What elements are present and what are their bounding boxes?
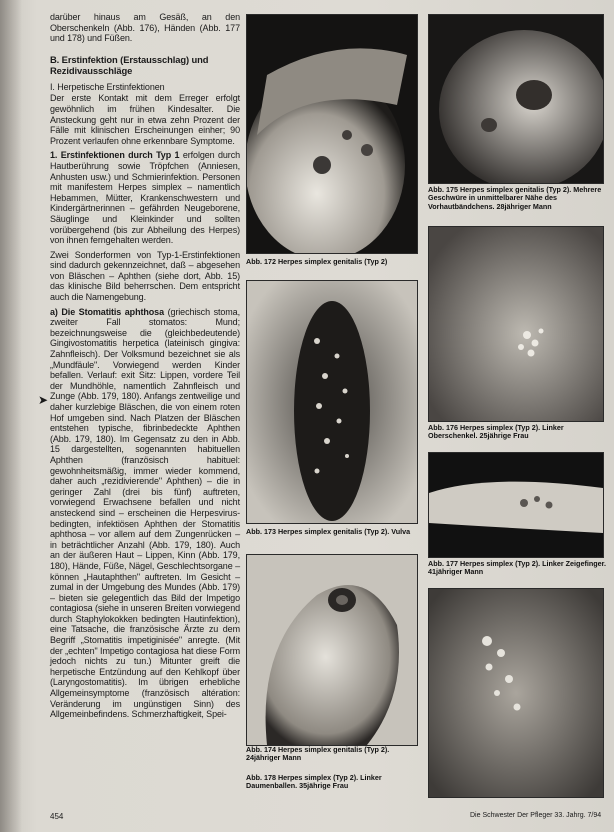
figure-178-photo [428,588,604,798]
figure-177-caption: Abb. 177 Herpes simplex (Typ 2). Linker Zeigefinger. 41jähriger Mann [428,559,607,577]
figure-178-caption: Abb. 178 Herpes simplex (Typ 2). Linker Daumenballen. 35jährige Frau [246,773,382,791]
paragraph-4-body: (griechisch stoma, zweiter Fall stomatos: Mund; bezeichnungsweise die (gleichbedeutende) Gingivostomatitis herpetica (lateinisch gingiva: Zahnfleisch). Der Volksmund bezeichnet sie als „Mundfäule". Vorwiegend werden Kinder befallen. Verlauf: exit Sitz: Lippen, vordere Teil der Mundhöhle, namentlich Zahnfleisch und Zunge (Abb. 179, 180). Anfangs zentweilige und daher kurzlebige Bläschen, die von einem roten Hof umgeben sind. Nach Platzen der Bläschen entstehen typische, fibrinbedeckte Aphthen (Abb. 179, 180). Im Gegensatz zu den in Abb. 15 dargestellten, sogenannten habituellen Aphthen (französisch habituel: gewohnheitsmäßig, immer wieder kommend, daher auch „rezidivierende" Aphthen) – die in geringer Zahl (drei bis fünf) auftreten, vorwiegend Erwachsene befallen und nicht ansteckend sind – erscheinen die Herpesvirus-bedingten, infektiösen Aphthen der Stomatitis aphthosa – vor allem auf dem Zungenrücken – in beträchtlicher Anzahl (Abb. 179, 180). Auch an der äußeren Haut – Lippen, Kinn (Abb. 179, 180), Hände, Füße, Nägel, Geschlechtsorgane – können „Hautaphthen" auftreten. Im Gesicht – zumal in der Umgebung des Mundes (Abb. 179) – bieten sie gelegentlich das Bild der Impetigo contagiosa (siehe in unseren Breiten vorwiegend durch Staphylokokken bedingten Hautinfektion), eine Tatsache, die französische Ärzte zu dem Begriff „Stomatitis impetiginisée" anregte. (Mit der „echten" Impetigo contagiosa hat diese Form jedoch nichts zu tun.) Mitunter greift die herpetische Entzündung auf den Kehlkopf über (Laryngostomatitis). Im übrigen erhebliche Allgemeinsymptome (französisch altération: Veränderung im ungünstigen Sinn) des Allgemeinbefindens. Schmerzhaftigkeit, Spei- [50,306,240,720]
figure-175-photo [428,14,604,184]
page-binding-shadow [0,0,22,832]
section-heading-b: B. Erstinfektion (Erstausschlag) und Rezidivausschläge [50,53,209,76]
figure-175-caption: Abb. 175 Herpes simplex genitalis (Typ 2). Mehrere Geschwüre in unmittelbarer Nähe des Vorhautbändchens. 28jähriger Mann [428,185,602,211]
figure-172-caption: Abb. 172 Herpes simplex genitalis (Typ 2) [246,257,388,266]
figure-176-caption: Abb. 176 Herpes simplex (Typ 2). Linker Oberschenkel. 25jährige Frau [428,423,564,441]
section-heading-i: I. Herpetische Erstinfektionen [50,81,165,92]
paragraph-4 [50,307,240,720]
intro-paragraph: darüber hinaus am Gesäß, an den Oberschenkeln (Abb. 176), Händen (Abb. 177 und 178) und Füßen. [50,12,240,44]
page-footer: Die Schwester Der Pfleger 33. Jahrg. 7/94 [470,812,602,819]
figure-174-caption: Abb. 174 Herpes simplex genitalis (Typ 2). 24jähriger Mann [246,745,390,763]
figure-172-photo [246,14,418,254]
figure-173-caption: Abb. 173 Herpes simplex genitalis (Typ 2). Vulva [246,527,411,536]
figure-176-photo [428,226,604,422]
figure-173-photo [246,280,418,524]
paragraph-4-lead: a) Die Stomatitis aphthosa [50,306,164,317]
figure-177-photo [428,452,604,558]
text-column [50,12,240,724]
paragraph-2-lead: 1. Erstinfektionen durch Typ 1 [50,150,180,161]
page-number: 454 [50,812,64,821]
paragraph-2-body: erfolgen durch Hautberührung sowie Tröpfchen (Anniesen, Anhusten usw.) und Schmierinfektion. Personen mit manifestem Herpes simplex – namentlich Hebammen, Mütter, Krankenschwestern und Kindergärtnerinnen – gefährden Neugeborene, Säuglinge und Kleinkinder und sollten vorübergehend (bis zur Abheilung des Herpes) von ihnen ferngehalten werden. [50,150,240,246]
paragraph-3: Zwei Sonderformen von Typ-1-Erstinfektionen sind dadurch gekennzeichnet, daß – abgesehen von Bläschen – Aphthen (siehe dort, Abb. 15) das klinische Bild beherrschen. Dem entspricht auch die Namengebung. [50,249,240,303]
paragraph-1: Der erste Kontakt mit dem Erreger erfolgt gewöhnlich im frühen Kindesalter. Die Ansteckung geht nur in etwa zehn Prozent der Fälle mit klinischen Erscheinungen einher; 90 Prozent verlaufen ohne erkennbare Symptome. [50,93,240,146]
figure-174-photo [246,554,418,746]
paragraph-2 [50,150,240,245]
margin-arrow-icon: ➤ [38,393,49,407]
